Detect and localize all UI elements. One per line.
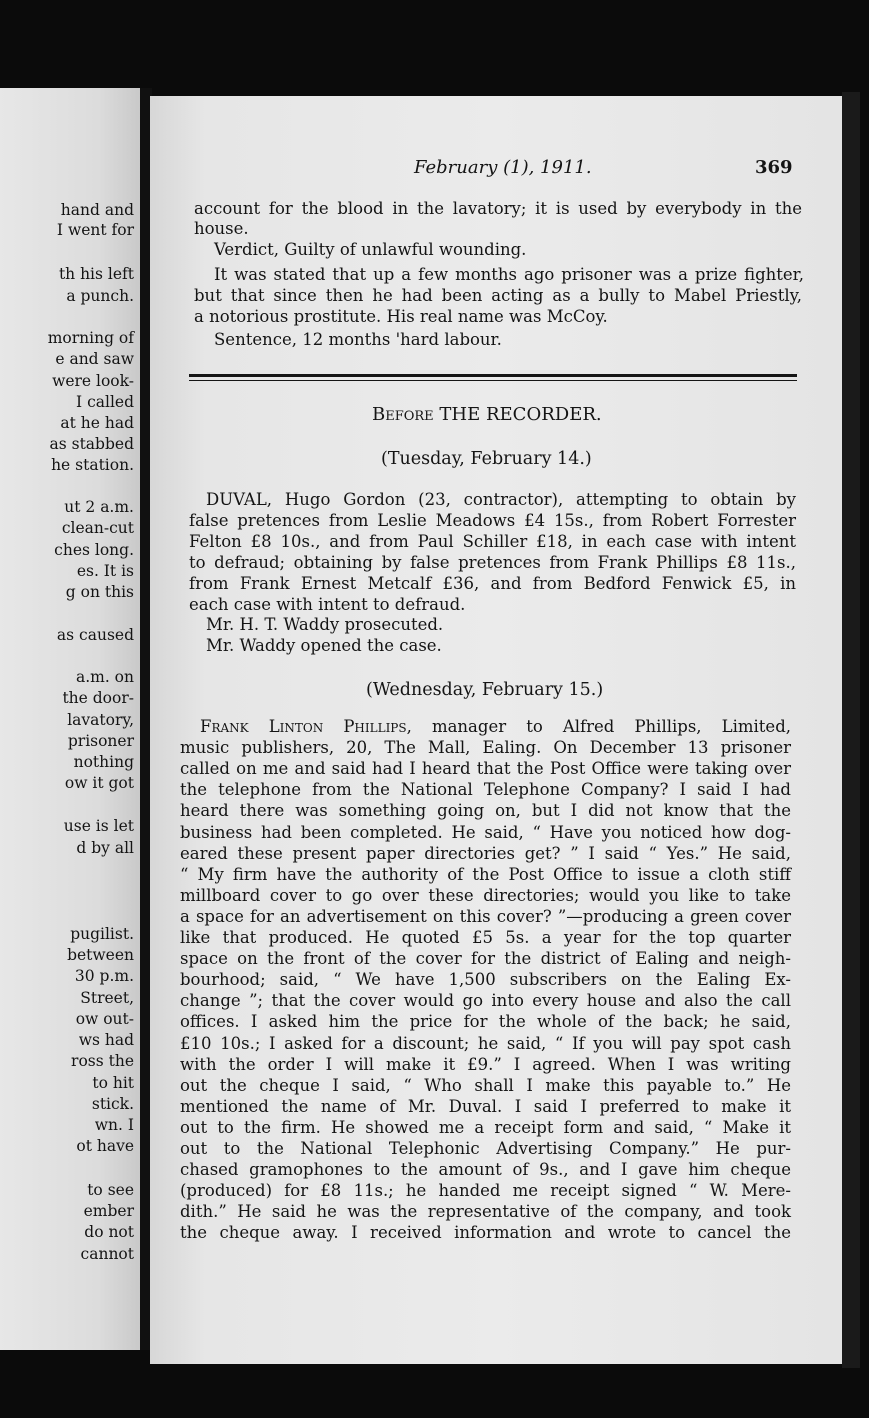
session-date-2: (Wednesday, February 15.) — [366, 680, 604, 700]
testimony-line: £10 10s.; I asked for a discount; he said, “ If you will pay spot cash — [180, 1033, 791, 1053]
page-number: 369 — [755, 157, 793, 178]
left-page-line: 30 p.m. — [74, 967, 134, 985]
testimony-line: called on me and said had I heard that the Post Office were taking over — [180, 759, 791, 779]
section-rule-thick — [189, 374, 797, 377]
right-page-edge — [842, 92, 860, 1368]
left-page-line: to see — [87, 1181, 134, 1199]
left-page-line: he station. — [51, 456, 134, 474]
testimony-line: music publishers, 20, The Mall, Ealing. On December 13 prisoner — [180, 738, 791, 758]
left-page-line: clean-cut — [61, 519, 134, 537]
left-page-line: e and saw — [55, 350, 134, 368]
left-page-line: as caused — [56, 626, 134, 644]
sentence-line: Sentence, 12 months 'hard labour. — [214, 330, 502, 349]
testimony-line: like that produced. He quoted £5 5s. a year for the top quarter — [180, 928, 791, 947]
opened-line: Mr. Waddy opened the case. — [206, 636, 442, 655]
continuation-line-5: but that since then he had been acting as a bully to Mabel Priestly, — [194, 286, 802, 305]
left-page-line: ut 2 a.m. — [64, 498, 134, 516]
testimony-line: out the cheque I said, “ Who shall I make this payable to.” He — [180, 1075, 791, 1095]
testimony-line: a space for an advertisement on this cover? ”—producing a green cover — [180, 906, 791, 926]
left-page-line: nothing — [73, 753, 134, 771]
left-page-line: Street, — [80, 989, 134, 1007]
left-page-line: morning of — [47, 329, 134, 347]
left-page-line: hand and — [60, 201, 134, 219]
left-page-line: ow it got — [64, 774, 134, 792]
left-page-line: I called — [76, 393, 134, 411]
testimony-line: chased gramophones to the amount of 9s., and I gave him cheque — [180, 1160, 791, 1180]
testimony-line: dith.” He said he was the representative of the company, and took — [180, 1202, 791, 1222]
left-page-line: ot have — [76, 1137, 134, 1155]
testimony-line: mentioned the name of Mr. Duval. I said I preferred to make it — [180, 1096, 791, 1116]
left-page-line: ember — [83, 1202, 134, 1220]
left-page-line: at he had — [60, 414, 134, 432]
case-line: to defraud; obtaining by false pretences from Frank Phillips £8 11s., — [189, 553, 796, 572]
case-line: Felton £8 10s., and from Paul Schiller £18, in each case with intent — [189, 532, 796, 551]
left-page-line: between — [67, 946, 134, 964]
left-page-line: I went for — [56, 221, 134, 239]
case-line-text: Hugo Gordon (23, contractor), attempting to obtain by — [272, 490, 796, 509]
left-page-line: prisoner — [67, 732, 134, 750]
heading-before: Before — [372, 404, 434, 425]
testimony-line: (produced) for £8 11s.; he handed me receipt signed “ W. Mere- — [180, 1181, 791, 1201]
left-page-line: do not — [84, 1223, 134, 1241]
testimony-line: millboard cover to go over these directories; would you like to take — [180, 885, 791, 905]
left-page-line: wn. I — [94, 1116, 134, 1134]
left-page-line: ws had — [78, 1031, 134, 1049]
left-page-line: pugilist. — [70, 925, 134, 943]
left-page-line: g on this — [65, 583, 134, 601]
left-page-line: a punch. — [66, 287, 134, 305]
left-page-line: d by all — [76, 839, 134, 857]
testimony-line: business had been completed. He said, “ Have you noticed how dog- — [180, 822, 791, 842]
defendant-name: DUVAL, — [206, 490, 273, 509]
left-page-line: as stabbed — [49, 435, 134, 453]
testimony-line: with the order I will make it £9.” I agreed. When I was writing — [180, 1054, 791, 1074]
left-page-line: to hit — [92, 1074, 134, 1092]
case-line: from Frank Ernest Metcalf £36, and from Bedford Fenwick £5, in — [189, 574, 796, 593]
left-page-line: a.m. on — [75, 668, 134, 686]
left-page-line: ow out- — [75, 1010, 134, 1028]
running-header-date: February (1), 1911. — [414, 157, 592, 178]
left-page-line: cannot — [80, 1245, 134, 1263]
testimony-line: out to the National Telephonic Advertising Company.” He pur- — [180, 1139, 791, 1158]
left-page-line: stick. — [91, 1095, 134, 1113]
testimony-line: the telephone from the National Telephone Company? I said I had — [180, 780, 791, 800]
heading-recorder: THE RECORDER. — [439, 404, 602, 425]
testimony-line: heard there was something going on, but I did not know that the — [180, 801, 791, 821]
left-page-line: es. It is — [76, 562, 134, 580]
session-date-1: (Tuesday, February 14.) — [381, 449, 592, 469]
testimony-line: bourhood; said, “ We have 1,500 subscribers on the Ealing Ex- — [180, 970, 791, 990]
testimony-line: “ My firm have the authority of the Post Office to issue a cloth stiff — [180, 864, 791, 884]
continuation-line-2: house. — [194, 219, 249, 238]
continuation-line-6: a notorious prostitute. His real name was McCoy. — [194, 307, 608, 326]
left-page-line: were look- — [52, 372, 134, 390]
left-page-line: use is let — [63, 817, 134, 835]
left-page-fragment — [0, 88, 140, 1350]
witness-name: Frank Linton Phillips, — [200, 717, 412, 736]
left-page-line: the door- — [62, 689, 134, 707]
testimony-line: out to the firm. He showed me a receipt form and said, “ Make it — [180, 1117, 791, 1137]
case-line: each case with intent to defraud. — [189, 595, 466, 614]
testimony-line-text: manager to Alfred Phillips, Limited, — [411, 717, 792, 736]
section-rule-thin — [189, 380, 797, 381]
testimony-line: the cheque away. I received information and wrote to cancel the — [180, 1223, 791, 1243]
continuation-line-4: It was stated that up a few months ago prisoner was a prize fighter, — [214, 265, 804, 284]
prosecutor-line: Mr. H. T. Waddy prosecuted. — [206, 615, 444, 634]
court-heading — [372, 405, 602, 425]
testimony-line — [200, 717, 791, 737]
case-line — [206, 490, 796, 510]
left-page-line: ches long. — [54, 541, 134, 559]
testimony-line: eared these present paper directories get? ” I said “ Yes.” He said, — [180, 843, 791, 863]
testimony-line: offices. I asked him the price for the whole of the back; he said, — [180, 1012, 791, 1032]
verdict-line: Verdict, Guilty of unlawful wounding. — [214, 240, 527, 259]
testimony-line: change ”; that the cover would go into every house and also the call — [180, 991, 791, 1011]
left-page-line: lavatory, — [67, 711, 134, 729]
case-line: false pretences from Leslie Meadows £4 15s., from Robert Forrester — [189, 511, 796, 530]
testimony-line: space on the front of the cover for the district of Ealing and neigh- — [180, 949, 791, 969]
left-page-line: ross the — [71, 1052, 134, 1070]
continuation-line-1: account for the blood in the lavatory; it is used by everybody in the — [194, 199, 802, 218]
left-page-line: th his left — [58, 265, 134, 283]
